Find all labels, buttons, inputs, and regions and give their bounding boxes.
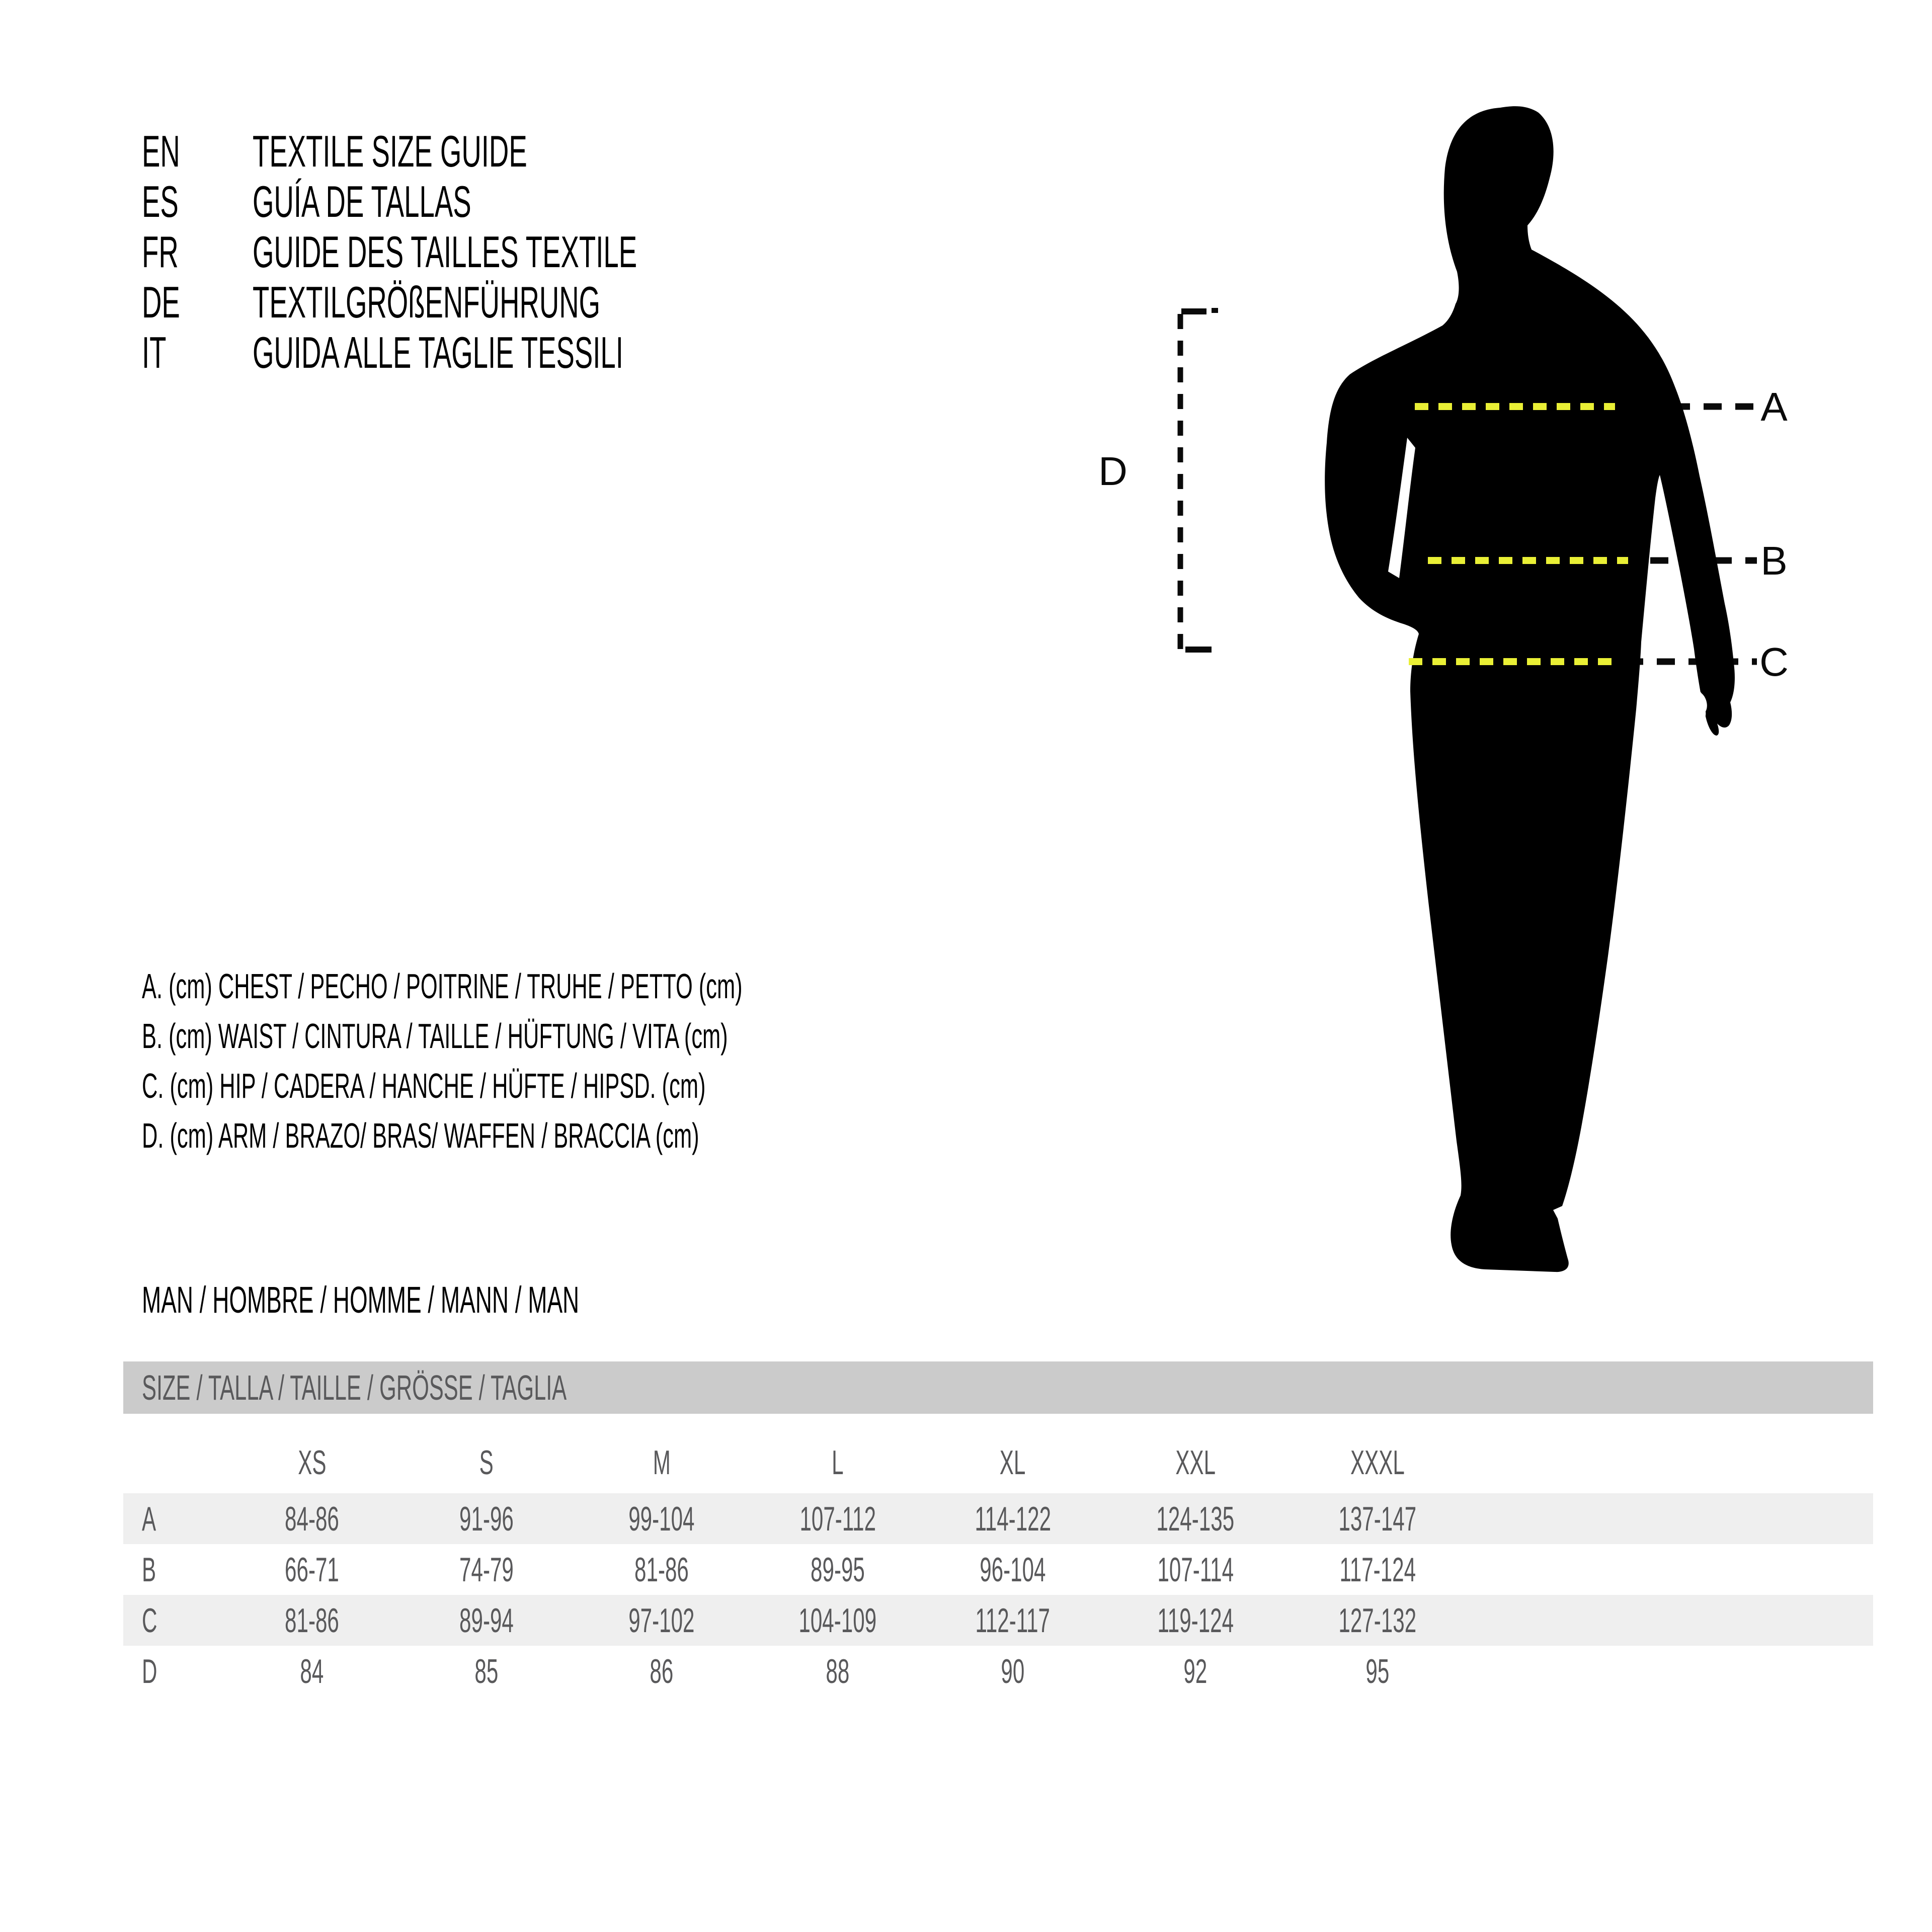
row-label: B bbox=[142, 1550, 156, 1589]
row-label: D bbox=[142, 1652, 157, 1691]
legend-line: B. (cm) WAIST / CINTURA / TAILLE / HÜFTUNG / VITA (cm) bbox=[142, 1016, 728, 1056]
language-row bbox=[142, 177, 872, 227]
chest-label: A bbox=[1760, 384, 1788, 429]
hip-label: C bbox=[1759, 639, 1789, 684]
size-label: XXXL bbox=[1350, 1443, 1405, 1482]
table-cell: 127-132 bbox=[1338, 1601, 1417, 1640]
language-title: TEXTILGRÖßENFÜHRUNG bbox=[253, 277, 601, 327]
language-code: ES bbox=[142, 177, 179, 226]
table-cell: 124-135 bbox=[1156, 1499, 1235, 1538]
language-title: TEXTILE SIZE GUIDE bbox=[253, 126, 527, 176]
size-table bbox=[123, 1361, 1873, 1697]
table-cell: 81-86 bbox=[285, 1601, 339, 1640]
language-code: EN bbox=[142, 126, 180, 176]
legend-line: D. (cm) ARM / BRAZO/ BRAS/ WAFFEN / BRACCIA (cm) bbox=[142, 1115, 699, 1155]
table-cell: 66-71 bbox=[285, 1550, 339, 1589]
language-title: GUIDA ALLE TAGLIE TESSILI bbox=[253, 328, 623, 377]
legend-line: C. (cm) HIP / CADERA / HANCHE / HÜFTE / HIPSD. (cm) bbox=[142, 1066, 706, 1105]
language-code: IT bbox=[142, 328, 167, 377]
table-cell: 137-147 bbox=[1338, 1499, 1417, 1538]
table-cell: 92 bbox=[1183, 1652, 1208, 1691]
table-cell: 88 bbox=[826, 1652, 850, 1691]
table-cell: 107-114 bbox=[1157, 1550, 1234, 1589]
size-label: XXL bbox=[1175, 1443, 1216, 1482]
size-label: L bbox=[832, 1443, 844, 1482]
table-cell: 84-86 bbox=[285, 1499, 339, 1538]
language-code: FR bbox=[142, 227, 179, 277]
table-cell: 119-124 bbox=[1157, 1601, 1234, 1640]
table-cell: 91-96 bbox=[459, 1499, 514, 1538]
table-cell: 86 bbox=[650, 1652, 674, 1691]
row-label: C bbox=[142, 1601, 157, 1640]
language-row bbox=[142, 126, 872, 177]
table-cell: 74-79 bbox=[459, 1550, 514, 1589]
language-list bbox=[142, 126, 872, 378]
table-cell: 97-102 bbox=[628, 1601, 695, 1640]
language-code: DE bbox=[142, 277, 180, 327]
size-label: M bbox=[653, 1443, 671, 1482]
language-title: GUIDE DES TAILLES TEXTILE bbox=[253, 227, 637, 277]
section-heading: MAN / HOMBRE / HOMME / MANN / MAN bbox=[142, 1278, 580, 1321]
language-row bbox=[142, 227, 872, 277]
size-label: XS bbox=[297, 1443, 327, 1482]
legend-line: A. (cm) CHEST / PECHO / POITRINE / TRUHE / PETTO (cm) bbox=[142, 966, 743, 1006]
man-silhouette bbox=[1325, 106, 1735, 1272]
table-cell: 96-104 bbox=[980, 1550, 1046, 1589]
table-row-chest bbox=[123, 1493, 1873, 1544]
arm-label: D bbox=[1098, 449, 1128, 494]
table-header-bar bbox=[123, 1361, 1873, 1414]
measurement-diagram bbox=[1057, 75, 1872, 1313]
language-row bbox=[142, 328, 872, 378]
table-cell: 99-104 bbox=[628, 1499, 695, 1538]
size-label: XL bbox=[1000, 1443, 1026, 1482]
table-row-waist bbox=[123, 1544, 1873, 1595]
language-title: GUÍA DE TALLAS bbox=[253, 177, 471, 226]
arm-length-top-dot bbox=[1212, 308, 1218, 313]
table-cell: 112-117 bbox=[975, 1601, 1051, 1640]
waist-label: B bbox=[1760, 538, 1788, 583]
table-cell: 81-86 bbox=[634, 1550, 689, 1589]
table-cell: 95 bbox=[1365, 1652, 1390, 1691]
size-label: S bbox=[479, 1443, 494, 1482]
measurement-legend bbox=[142, 961, 1110, 1160]
table-header-title: SIZE / TALLA / TAILLE / GRÖSSE / TAGLIA bbox=[142, 1368, 567, 1407]
table-cell: 114-122 bbox=[975, 1499, 1051, 1538]
table-cell: 117-124 bbox=[1339, 1550, 1416, 1589]
table-cell: 89-95 bbox=[811, 1550, 865, 1589]
table-row-arm bbox=[123, 1646, 1873, 1697]
size-labels-row bbox=[123, 1414, 1873, 1493]
table-cell: 90 bbox=[1001, 1652, 1025, 1691]
row-label: A bbox=[142, 1499, 156, 1538]
table-cell: 89-94 bbox=[459, 1601, 514, 1640]
table-row-hip bbox=[123, 1595, 1873, 1646]
table-cell: 104-109 bbox=[798, 1601, 877, 1640]
table-cell: 85 bbox=[474, 1652, 499, 1691]
language-row bbox=[142, 277, 872, 328]
table-cell: 107-112 bbox=[799, 1499, 876, 1538]
table-cell: 84 bbox=[300, 1652, 324, 1691]
